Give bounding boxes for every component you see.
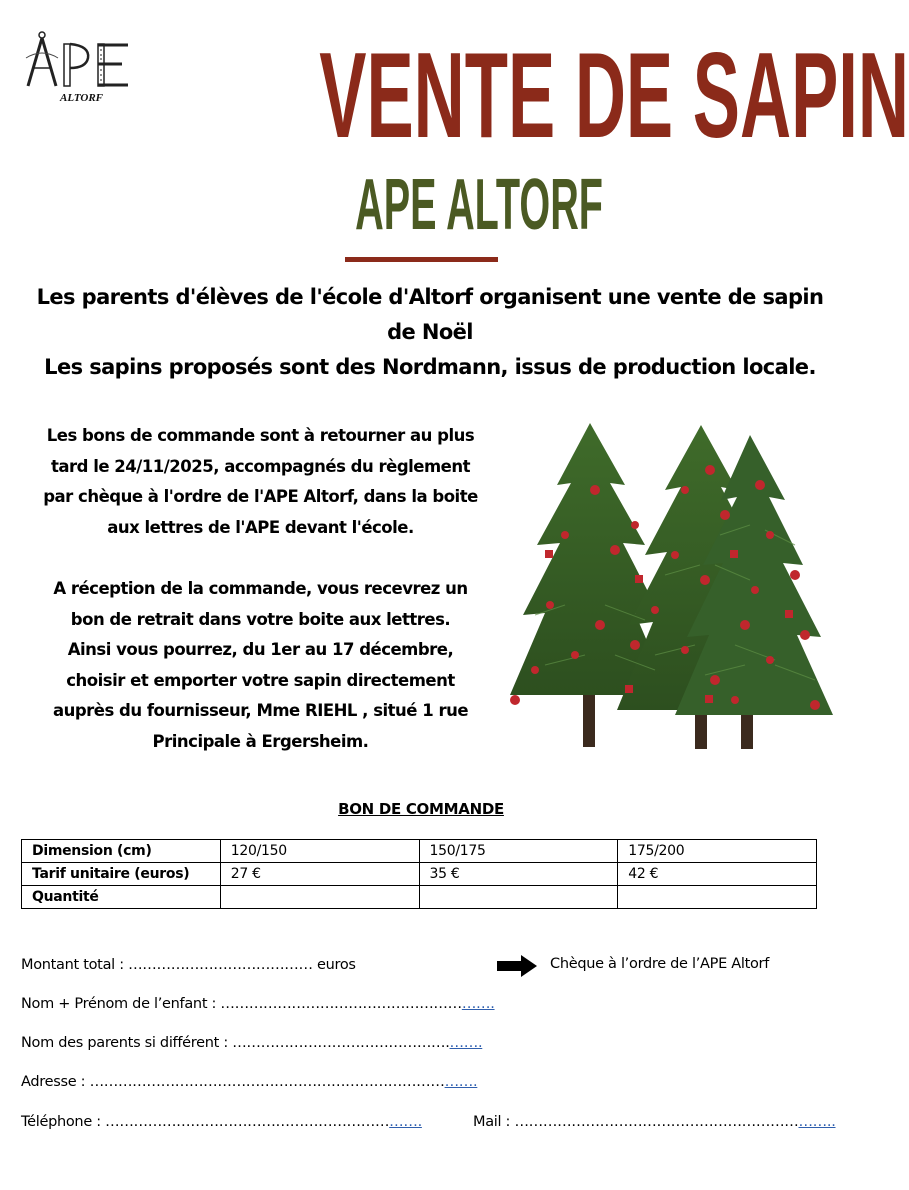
phone-field-end: ……. xyxy=(389,1114,422,1130)
order-table xyxy=(21,839,817,909)
quantity-cell[interactable] xyxy=(419,886,618,909)
mail-line xyxy=(473,1114,836,1130)
order-cell: 35 € xyxy=(419,863,618,886)
order-table-row xyxy=(22,863,817,886)
mail-field[interactable]: …………………………………………………… xyxy=(514,1114,799,1130)
order-table-row xyxy=(22,840,817,863)
order-table-row xyxy=(22,886,817,909)
christmas-trees-image xyxy=(505,415,835,750)
order-row-label: Tarif unitaire (euros) xyxy=(22,863,221,886)
intro-text xyxy=(20,280,840,385)
total-amount-field[interactable]: ………………………………… xyxy=(128,957,313,973)
ape-logo xyxy=(22,28,137,118)
text-line: auprès du fournisseur, Mme RIEHL , situé 1 rue xyxy=(52,701,469,720)
text-line: tard le 24/11/2025, accompagnés du règlement xyxy=(50,456,470,476)
total-amount-unit: euros xyxy=(312,957,356,973)
address-line xyxy=(21,1074,477,1090)
phone-label: Téléphone : xyxy=(21,1114,106,1130)
pickup-paragraph xyxy=(18,574,503,757)
cheque-instruction: Chèque à l’ordre de l’APE Altorf xyxy=(550,956,770,972)
parents-name-field-end: ……. xyxy=(449,1035,483,1051)
order-cell: 27 € xyxy=(220,863,419,886)
order-cell: 150/175 xyxy=(419,840,618,863)
compass-ruler-logo-icon xyxy=(22,28,137,118)
title-divider xyxy=(345,257,498,262)
quantity-cell[interactable] xyxy=(220,886,419,909)
address-label: Adresse : xyxy=(21,1074,90,1090)
phone-line xyxy=(21,1114,422,1130)
child-name-field[interactable]: …………………………………………… xyxy=(220,996,462,1012)
instructions-paragraph xyxy=(18,421,503,543)
order-row-label: Quantité xyxy=(22,886,221,909)
parents-name-field[interactable]: ………………………………………. xyxy=(232,1035,450,1051)
order-form-heading: BON DE COMMANDE xyxy=(338,800,504,818)
page-subtitle: APE ALTORF xyxy=(355,165,603,245)
total-amount-line xyxy=(21,957,356,973)
order-cell: 120/150 xyxy=(220,840,419,863)
intro-line: Les sapins proposés sont des Nordmann, issus de production locale. xyxy=(44,355,816,379)
fir-trees-icon xyxy=(505,415,835,750)
child-name-label: Nom + Prénom de l’enfant : xyxy=(21,996,221,1012)
logo-subtitle: ALTORF xyxy=(60,92,103,104)
total-amount-label: Montant total : xyxy=(21,957,129,973)
parents-name-label: Nom des parents si différent : xyxy=(21,1035,233,1051)
mail-field-end: …….. xyxy=(798,1114,836,1130)
intro-line: de Noël xyxy=(387,320,473,344)
parents-name-line xyxy=(21,1035,482,1051)
phone-field[interactable]: …………………………………………………… xyxy=(105,1114,390,1130)
order-cell: 175/200 xyxy=(618,840,817,863)
text-line: Ainsi vous pourrez, du 1er au 17 décembre, xyxy=(67,640,454,659)
text-line: choisir et emporter votre sapin directement xyxy=(66,670,455,690)
intro-line: Les parents d'élèves de l'école d'Altorf organisent une vente de sapin xyxy=(36,285,824,309)
text-line: Les bons de commande sont à retourner au plus xyxy=(46,426,475,445)
text-line: aux lettres de l'APE devant l'école. xyxy=(107,517,414,537)
text-line: Principale à Ergersheim. xyxy=(152,731,369,751)
order-cell: 42 € xyxy=(618,863,817,886)
order-row-label: Dimension (cm) xyxy=(22,840,221,863)
arrow-right-icon xyxy=(497,955,537,977)
page-title: VENTE DE SAPIN xyxy=(319,27,909,163)
child-name-line xyxy=(21,996,495,1012)
address-field[interactable]: ………………………………………………………………… xyxy=(89,1074,445,1090)
quantity-cell[interactable] xyxy=(618,886,817,909)
address-field-end: ……. xyxy=(444,1074,478,1090)
child-name-field-end: ……. xyxy=(461,996,495,1012)
text-line: A réception de la commande, vous recevrez un xyxy=(53,579,468,598)
text-line: par chèque à l'ordre de l'APE Altorf, dans la boite xyxy=(43,487,478,506)
text-line: bon de retrait dans votre boite aux lettres. xyxy=(70,609,451,629)
mail-label: Mail : xyxy=(473,1114,515,1130)
